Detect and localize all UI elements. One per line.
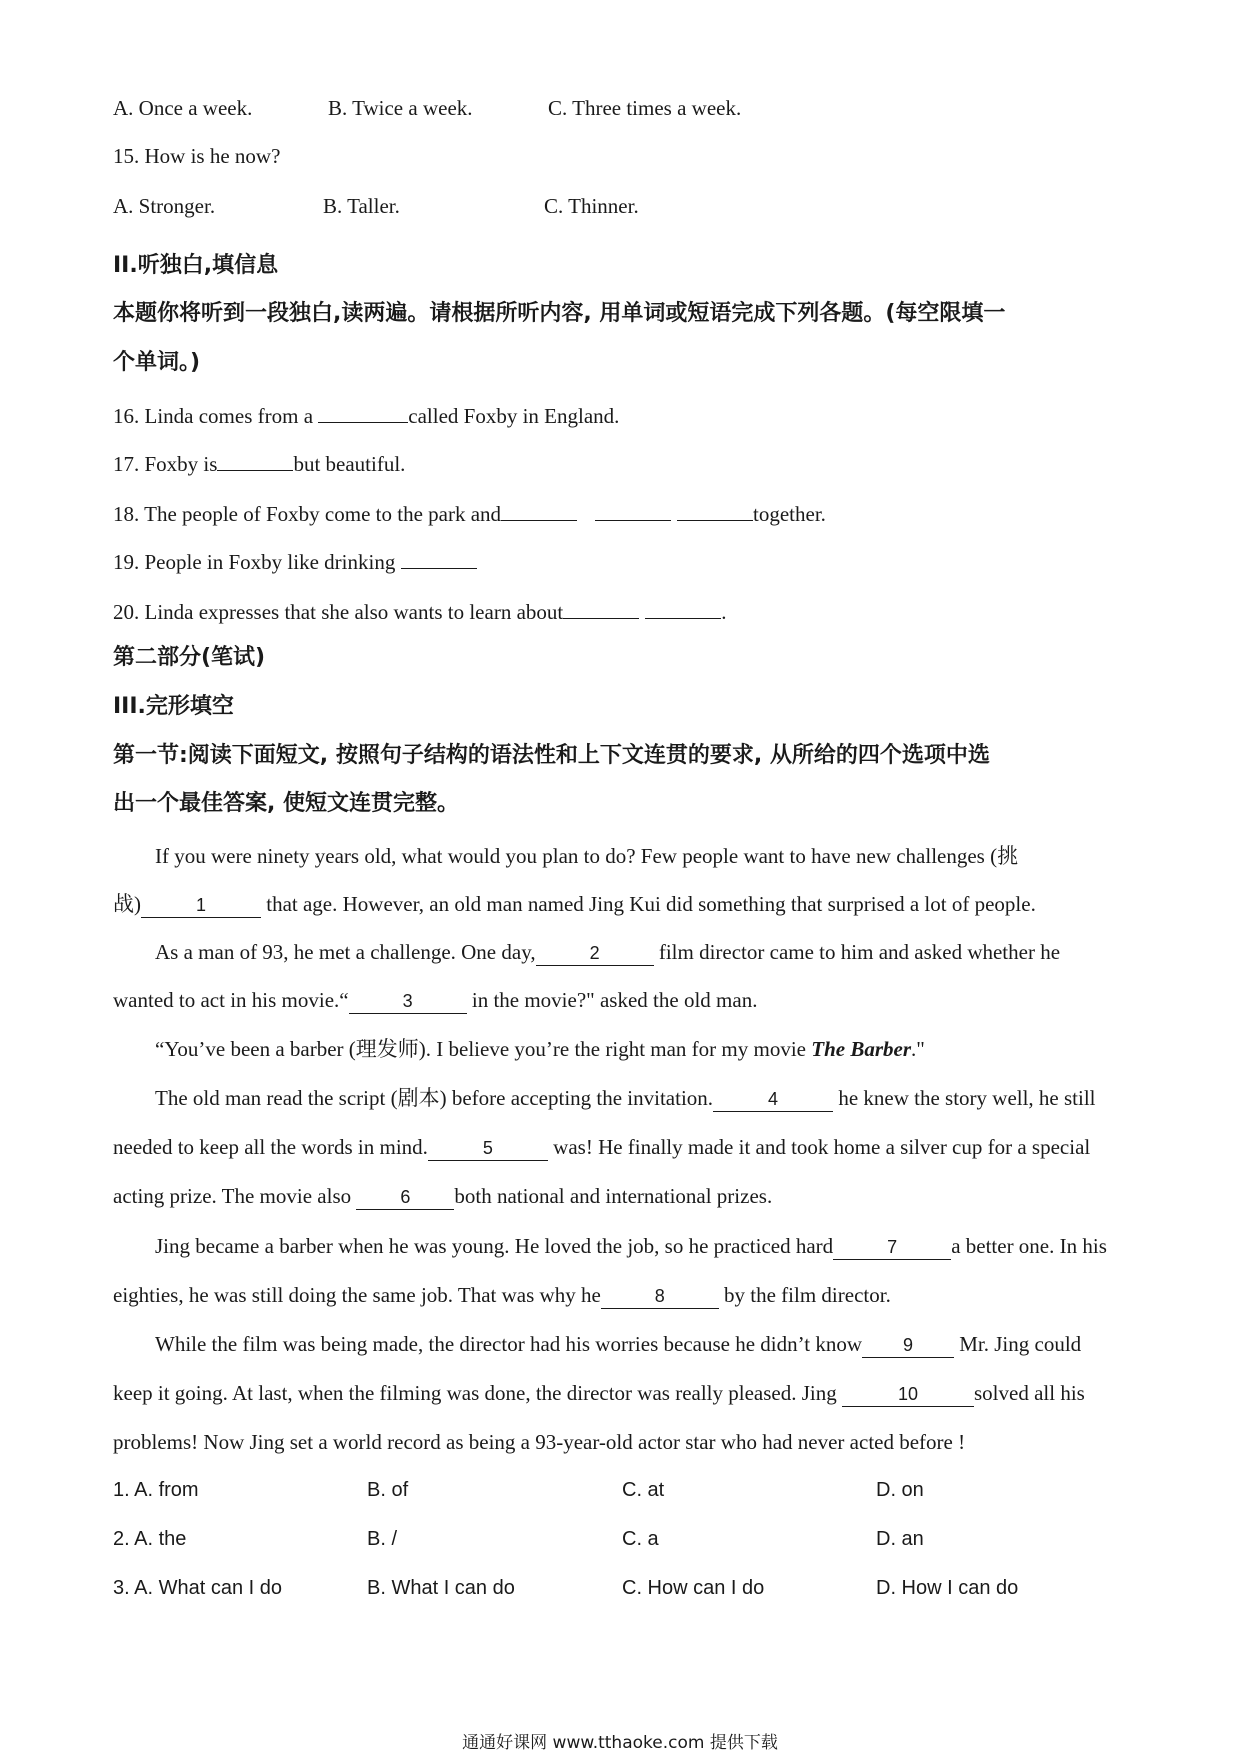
q2-option-b[interactable]: B. / bbox=[367, 1528, 398, 1550]
q19-text-pre: 19. People in Foxby like drinking bbox=[113, 550, 401, 574]
passage-text: by the film director. bbox=[718, 1283, 891, 1307]
q15-option-c: C. Thinner. bbox=[544, 194, 639, 218]
passage-text: solved all his bbox=[974, 1381, 1085, 1405]
passage-line-1: If you were ninety years old, what would you plan to do? Few people want to have new challenges (挑 bbox=[155, 844, 1019, 868]
q19-blank[interactable] bbox=[401, 546, 477, 569]
q14-option-a: A. Once a week. bbox=[113, 96, 253, 120]
q19 bbox=[113, 546, 1130, 576]
passage-text: a better one. In his bbox=[951, 1234, 1107, 1258]
q18 bbox=[113, 498, 1130, 528]
q16-text-post: called Foxby in England. bbox=[408, 404, 620, 428]
q18-blank-1[interactable] bbox=[501, 498, 577, 521]
q14-option-c: C. Three times a week. bbox=[548, 96, 742, 120]
cloze-blank-5: 5 bbox=[428, 1136, 548, 1161]
passage-line-3 bbox=[155, 938, 1130, 966]
q3-option-a[interactable]: 3. A. What can I do bbox=[113, 1577, 282, 1599]
passage-line-4 bbox=[113, 986, 1130, 1014]
part2-title: 第二部分(笔试) bbox=[113, 645, 266, 670]
passage-line-13: problems! Now Jing set a world record as being a 93-year-old actor star who had never acted before ! bbox=[113, 1430, 966, 1454]
q2-option-a[interactable]: 2. A. the bbox=[113, 1528, 187, 1550]
passage-text: As a man of 93, he met a challenge. One day, bbox=[155, 940, 536, 964]
passage-text: ." bbox=[911, 1037, 925, 1061]
passage-line-7 bbox=[113, 1133, 1130, 1161]
passage-line-2 bbox=[113, 890, 1130, 918]
passage-text: was! He finally made it and took home a silver cup for a special bbox=[547, 1135, 1091, 1159]
q3-option-b[interactable]: B. What I can do bbox=[367, 1577, 515, 1599]
q18-text-pre: 18. The people of Foxby come to the park and bbox=[113, 502, 502, 526]
q3-option-c[interactable]: C. How can I do bbox=[622, 1577, 765, 1599]
section3-title: III.完形填空 bbox=[113, 694, 234, 719]
passage-text: needed to keep all the words in mind. bbox=[113, 1135, 428, 1159]
cloze-blank-9: 9 bbox=[862, 1333, 954, 1358]
passage-line-6 bbox=[155, 1084, 1130, 1112]
q17-text-pre: 17. Foxby is bbox=[113, 452, 218, 476]
q1-option-d[interactable]: D. on bbox=[876, 1479, 924, 1501]
passage-text: wanted to act in his movie.“ bbox=[113, 988, 349, 1012]
passage-line-8 bbox=[113, 1182, 1130, 1210]
q15-option-b: B. Taller. bbox=[323, 194, 400, 218]
cloze-blank-4: 4 bbox=[713, 1087, 833, 1112]
q20-text-post: . bbox=[721, 600, 727, 624]
q20-blank-1[interactable] bbox=[563, 596, 639, 619]
passage-text: film director came to him and asked whether he bbox=[653, 940, 1061, 964]
q15-question: 15. How is he now? bbox=[113, 144, 281, 168]
cloze-blank-6: 6 bbox=[356, 1185, 454, 1210]
q15-option-a: A. Stronger. bbox=[113, 194, 216, 218]
passage-line-9 bbox=[155, 1232, 1130, 1260]
cloze-blank-1: 1 bbox=[141, 893, 261, 918]
passage-text: both national and international prizes. bbox=[454, 1184, 773, 1208]
passage-line-12 bbox=[113, 1379, 1130, 1407]
q14-option-b: B. Twice a week. bbox=[328, 96, 473, 120]
q3-option-d[interactable]: D. How I can do bbox=[876, 1577, 1019, 1599]
passage-text: acting prize. The movie also bbox=[113, 1184, 357, 1208]
passage-text: 战) bbox=[113, 892, 141, 916]
section2-instruction-line1: 本题你将听到一段独白,读两遍。请根据所听内容, 用单词或短语完成下列各题。(每空限填一 bbox=[113, 301, 1006, 326]
passage-line-11 bbox=[155, 1330, 1130, 1358]
movie-title: The Barber bbox=[811, 1037, 911, 1061]
section2-title: II.听独白,填信息 bbox=[113, 253, 279, 278]
q2-option-d[interactable]: D. an bbox=[876, 1528, 924, 1550]
q16-text-pre: 16. Linda comes from a bbox=[113, 404, 319, 428]
section3-instruction-line1: 第一节:阅读下面短文, 按照句子结构的语法性和上下文连贯的要求, 从所给的四个选项中选 bbox=[113, 743, 990, 768]
passage-text: he knew the story well, he still bbox=[833, 1086, 1096, 1110]
q1-option-a[interactable]: 1. A. from bbox=[113, 1479, 199, 1501]
passage-text: While the film was being made, the director had his worries because he didn’t know bbox=[155, 1332, 862, 1356]
q1-option-c[interactable]: C. at bbox=[622, 1479, 665, 1501]
q18-text-post: together. bbox=[753, 502, 826, 526]
q17-blank[interactable] bbox=[217, 448, 293, 471]
q17 bbox=[113, 448, 1130, 478]
passage-text: that age. However, an old man named Jing Kui did something that surprised a lot of people. bbox=[261, 892, 1036, 916]
q2-option-c[interactable]: C. a bbox=[622, 1528, 659, 1550]
section2-instruction-line2: 个单词。) bbox=[113, 350, 201, 375]
passage-text: Mr. Jing could bbox=[954, 1332, 1082, 1356]
passage-text: The old man read the script (剧本) before accepting the invitation. bbox=[155, 1086, 714, 1110]
q17-text-post: but beautiful. bbox=[293, 452, 406, 476]
cloze-blank-7: 7 bbox=[833, 1235, 951, 1260]
cloze-blank-2: 2 bbox=[536, 941, 654, 966]
page-footer: 通通好课网 www.tthaoke.com 提供下载 bbox=[462, 1733, 778, 1753]
cloze-blank-3: 3 bbox=[349, 989, 467, 1014]
q18-blank-3[interactable] bbox=[677, 498, 753, 521]
q20 bbox=[113, 596, 1130, 626]
q16-blank[interactable] bbox=[318, 400, 408, 423]
cloze-blank-10: 10 bbox=[842, 1382, 974, 1407]
passage-line-5 bbox=[155, 1035, 1130, 1063]
passage-text: Jing became a barber when he was young. He loved the job, so he practiced hard bbox=[155, 1234, 834, 1258]
section3-instruction-line2: 出一个最佳答案, 使短文连贯完整。 bbox=[113, 791, 460, 816]
q20-blank-2[interactable] bbox=[645, 596, 721, 619]
q18-blank-2[interactable] bbox=[595, 498, 671, 521]
passage-text: in the movie?" asked the old man. bbox=[466, 988, 758, 1012]
passage-text: eighties, he was still doing the same job. That was why he bbox=[113, 1283, 601, 1307]
q16 bbox=[113, 400, 1130, 430]
passage-text: “You’ve been a barber (理发师). I believe you’re the right man for my movie bbox=[155, 1037, 812, 1061]
passage-text: keep it going. At last, when the filming was done, the director was really pleased. Jing bbox=[113, 1381, 842, 1405]
passage-line-10 bbox=[113, 1281, 1130, 1309]
q20-text-pre: 20. Linda expresses that she also wants to learn about bbox=[113, 600, 564, 624]
cloze-blank-8: 8 bbox=[601, 1284, 719, 1309]
q1-option-b[interactable]: B. of bbox=[367, 1479, 409, 1501]
